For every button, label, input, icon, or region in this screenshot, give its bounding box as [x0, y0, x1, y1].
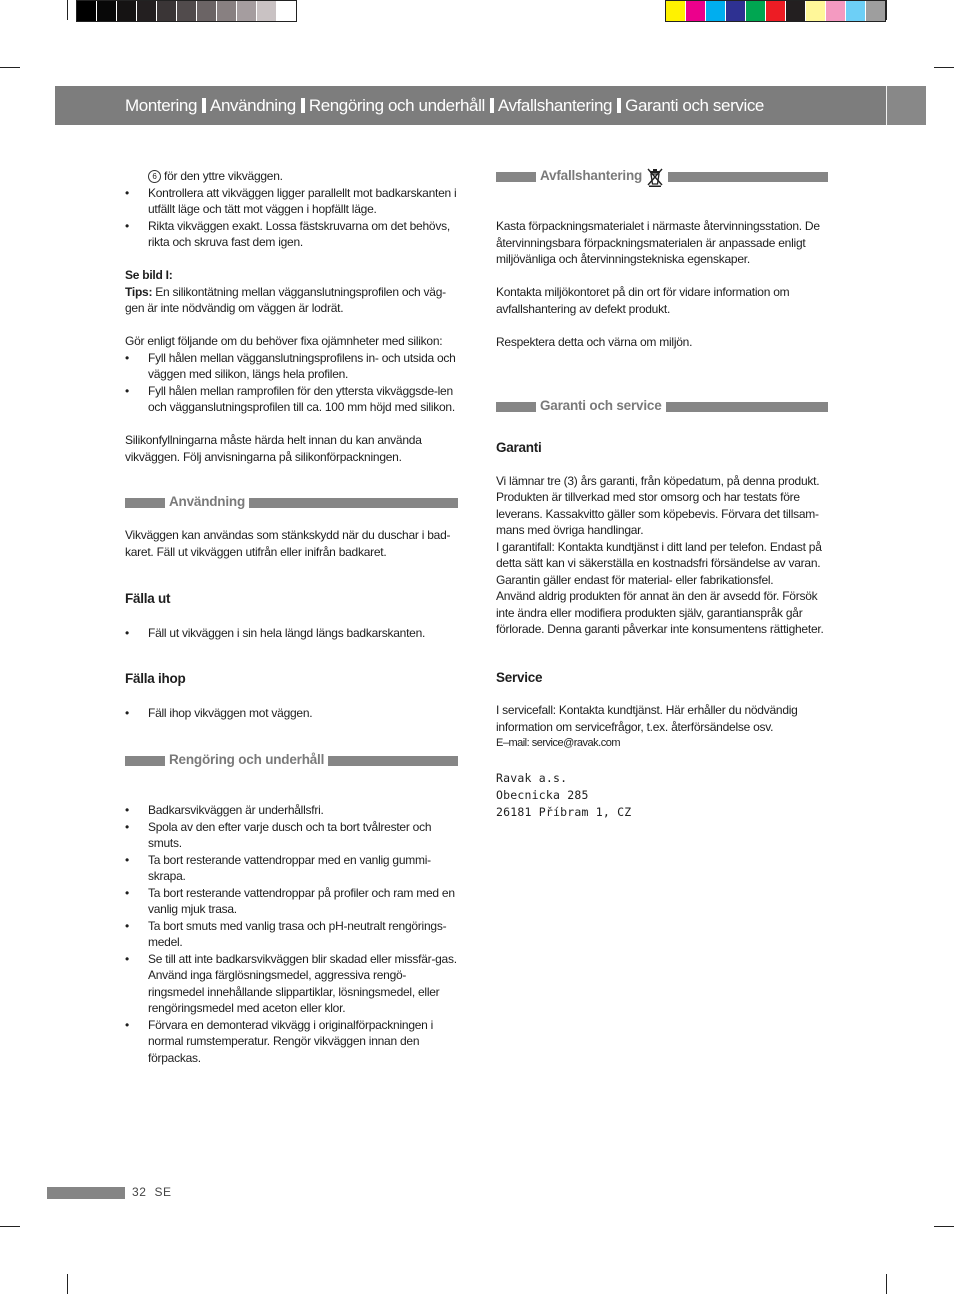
nav-montering: Montering — [125, 95, 197, 115]
color-swatch — [77, 1, 96, 21]
silicone-note: Silikonfyllningarna måste härda helt innan du kan använda vikväggen. Följ anvisningarna på silikonförpackningen. — [125, 433, 422, 464]
crop-mark — [934, 1226, 954, 1227]
nav-separator — [202, 98, 206, 113]
color-swatch — [276, 1, 296, 21]
list-item: • Fäll ihop vikväggen mot väggen. — [125, 705, 458, 722]
header-end-block — [886, 86, 926, 125]
service-paragraph: I servicefall: Kontakta kundtjänst. Här erhåller du nödvändig information om servicefrågor, t.ex. återförsändelse osv. — [496, 703, 798, 734]
list-item: • Spola av den efter varje dusch och ta bort tvålrester och smuts. — [125, 819, 458, 852]
color-swatch — [96, 1, 116, 21]
section-navigation — [125, 86, 764, 125]
subheading-garanti: Garanti — [496, 440, 542, 455]
color-swatch — [256, 1, 276, 21]
crossed-out-bin-icon — [646, 167, 664, 187]
usage-paragraph: Vikväggen kan användas som stänkskydd när du duschar i bad-karet. Fäll ut vikväggen utifrån eller inifrån badkaret. — [125, 528, 451, 559]
silicone-list — [125, 350, 458, 416]
list-item: • Ta bort resterande vattendroppar på profiler och ram med en vanlig mjuk trasa. — [125, 885, 458, 918]
fold-list — [125, 705, 458, 722]
header-band — [55, 86, 926, 125]
section-heading-avfallshantering: Avfallshantering — [496, 168, 828, 185]
circled-number: 6 — [148, 170, 161, 183]
language-code: SE — [154, 1185, 172, 1199]
page-number: 32 — [132, 1185, 147, 1199]
disposal-paragraph: Kasta förpackningsmaterialet i närmaste återvinningsstation. De återvinningsbara förpackningsmaterialen är anpassade enligt miljövänliga och återvinningstekniska egenskaper. — [496, 219, 820, 266]
crop-mark — [67, 0, 68, 20]
cleaning-list — [125, 802, 458, 1066]
disposal-paragraph: Kontakta miljökontoret på din ort för vidare information om avfallshantering av defekt produkt. — [496, 285, 790, 316]
subheading-falla-ihop: Fälla ihop — [125, 671, 186, 686]
color-swatch — [685, 1, 705, 21]
color-swatch — [216, 1, 236, 21]
list-item: • Förvara en demonterad vikvägg i originalförpackningen i normal rumstemperatur. Rengör vikväggen innan den förpackas. — [125, 1017, 458, 1067]
list-item: • Fyll hålen mellan vägganslutningsprofilens in- och utsida och väggen med silikon, längs hela profilen. — [125, 350, 458, 383]
crop-mark — [0, 1226, 20, 1227]
crop-mark — [0, 67, 20, 68]
color-swatch — [805, 1, 825, 21]
silicone-intro: Gör enligt följande om du behöver fixa ojämnheter med silikon: — [125, 334, 443, 348]
warranty-paragraph: I garantifall: Kontakta kundtjänst i ditt land per telefon. Endast på detta sätt kan vi säkerställa en kostnadsfri försändelse av varan. Garantin gäller endast för material- eller fabrikationsfel. — [496, 539, 822, 587]
nav-separator — [301, 98, 305, 113]
subheading-service: Service — [496, 669, 543, 685]
mounting-check-list — [125, 185, 458, 251]
color-swatch — [176, 1, 196, 21]
color-swatch — [136, 1, 156, 21]
color-swatch — [666, 1, 685, 21]
nav-separator — [617, 98, 621, 113]
address-line: Obecnicka 285 — [496, 787, 589, 802]
list-item: • Rikta vikväggen exakt. Lossa fästskruvarna om det behövs, rikta och skruva fast dem igen. — [125, 218, 458, 251]
page-footer — [132, 1185, 172, 1199]
color-swatch — [116, 1, 136, 21]
color-swatch — [765, 1, 785, 21]
unfold-list — [125, 625, 458, 642]
address-line: Ravak a.s. — [496, 770, 568, 785]
color-swatch — [865, 1, 885, 21]
nav-rengoring: Rengöring och underhåll — [308, 95, 485, 115]
color-swatch — [156, 1, 176, 21]
color-swatch — [236, 1, 256, 21]
list-item: • Ta bort resterande vattendroppar med en vanlig gummi-skrapa. — [125, 852, 458, 885]
crop-mark — [934, 67, 954, 68]
footer-bar — [47, 1187, 125, 1199]
left-column — [125, 168, 458, 1066]
crop-mark — [886, 0, 887, 20]
disposal-paragraph: Respektera detta och värna om miljön. — [496, 334, 693, 349]
color-swatch — [845, 1, 865, 21]
list-item: • Badkarsvikväggen är underhållsfri. — [125, 802, 458, 819]
color-swatch — [725, 1, 745, 21]
crop-mark — [67, 1274, 68, 1294]
tips-paragraph: Tips: En silikontätning mellan vägganslutningsprofilen och väg-gen är inte nödvändig om väggen är lodrät. — [125, 284, 446, 315]
section-heading-anvandning: Användning — [125, 494, 458, 511]
color-swatch — [196, 1, 216, 21]
color-swatch — [705, 1, 725, 21]
crop-mark — [886, 1274, 887, 1294]
list-item: • Kontrollera att vikväggen ligger parallellt mot badkarskanten i utfällt läge och tätt mot väggen i hopfällt läge. — [125, 185, 458, 218]
address-line: 26181 Příbram 1, CZ — [496, 804, 632, 819]
warranty-paragraph: Vi lämnar tre (3) års garanti, från köpedatum, på denna produkt. Produkten är tillverkad med stor omsorg och har testats före leverans. Kassakvitto gäller som köpebevis. Förvara det tillsam-mans med övriga handlingar. — [496, 473, 820, 537]
list-item: • Se till att inte badkarsvikväggen blir skadad eller missfär-gas. Använd inga färglösningsmedel, aggressiva rengö-ringsmedel innehållande slippartiklar, lösningsmedel, eller rengöringsmedel med aceton eller klor. — [125, 951, 458, 1017]
section-heading-rengoring: Rengöring och underhåll — [125, 752, 458, 769]
warranty-paragraph: Använd aldrig produkten för annat än den är avsedd för. Försök inte ändra eller modifiera produkten själv, garantianspråk går förlorade. Denna garanti påverkar inte konsumentens rättigheter. — [496, 589, 824, 636]
see-figure-label: Se bild I: — [125, 268, 173, 282]
list-item: • Fäll ut vikväggen i sin hela längd längs badkarskanten. — [125, 625, 458, 642]
color-swatch — [745, 1, 765, 21]
subheading-falla-ut: Fälla ut — [125, 591, 171, 606]
list-item: • Fyll hålen mellan ramprofilen för den yttersta vikväggsde-len och vägganslutningsprofilen till ca. 100 mm höjd med silikon. — [125, 383, 458, 416]
grayscale-color-bar — [76, 0, 297, 22]
process-color-bar — [665, 0, 886, 22]
company-address — [496, 770, 828, 821]
list-item: • Ta bort smuts med vanlig trasa och pH-neutralt rengörings-medel. — [125, 918, 458, 951]
color-swatch — [785, 1, 805, 21]
nav-anvandning: Användning — [210, 95, 296, 115]
right-column — [496, 168, 828, 821]
nav-avfallshantering: Avfallshantering — [497, 95, 613, 115]
section-heading-garanti-service: Garanti och service — [496, 398, 828, 415]
nav-separator — [490, 98, 494, 113]
color-swatch — [825, 1, 845, 21]
service-email: E–mail: service@ravak.com — [496, 737, 620, 749]
nav-garanti-service: Garanti och service — [625, 95, 764, 115]
continued-text: 6 för den yttre vikväggen. — [125, 168, 458, 185]
